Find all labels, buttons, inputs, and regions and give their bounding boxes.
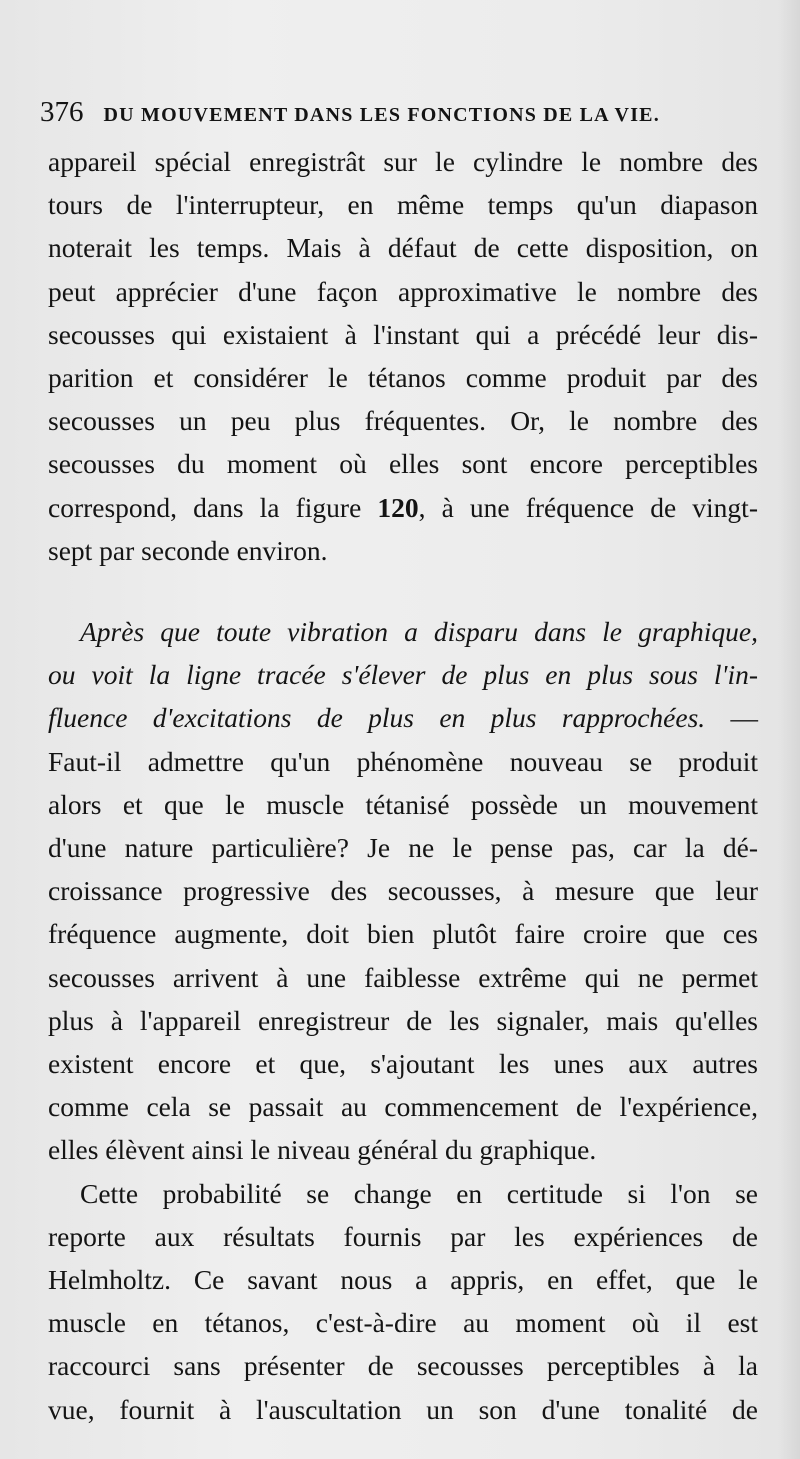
text-line: vue, fournit à l'auscultation un son d'une tonalité de bbox=[48, 1393, 758, 1425]
text-line: d'une nature particulière? Je ne le pense pas, car la dé- bbox=[48, 832, 758, 864]
italic-text-segment: fluence d'excitations de plus en plus rapprochées. bbox=[48, 702, 706, 734]
text-segment: , à une fréquence de vingt- bbox=[418, 491, 758, 523]
text-line: croissance progressive des secousses, à mesure que leur bbox=[48, 875, 758, 907]
text-line: Helmholtz. Ce savant nous a appris, en effet, que le bbox=[48, 1264, 758, 1296]
text-line: muscle en tétanos, c'est-à-dire au moment où il est bbox=[48, 1307, 758, 1339]
running-head bbox=[40, 96, 755, 132]
text-line: Faut-il admettre qu'un phénomène nouveau se produit bbox=[48, 745, 758, 777]
text-line: parition et considérer le tétanos comme produit par des bbox=[48, 362, 758, 394]
text-line: alors et que le muscle tétanisé possède un mouvement bbox=[48, 788, 758, 820]
text-line: secousses qui existaient à l'instant qui a précédé leur dis- bbox=[48, 318, 758, 350]
text-line: existent encore et que, s'ajoutant les unes aux autres bbox=[48, 1048, 758, 1080]
italic-text-line: ou voit la ligne tracée s'élever de plus en plus sous l'in- bbox=[48, 659, 758, 691]
text-line: secousses arrivent à une faiblesse extrême qui ne permet bbox=[48, 961, 758, 993]
text-line: raccourci sans présenter de secousses perceptibles à la bbox=[48, 1350, 758, 1382]
body-text bbox=[48, 140, 758, 1431]
paragraph-1 bbox=[48, 140, 758, 572]
text-line bbox=[48, 696, 758, 739]
text-line: appareil spécial enregistrât sur le cylindre le nombre des bbox=[48, 146, 758, 177]
text-segment: correspond, dans la figure bbox=[48, 491, 378, 523]
text-line: tours de l'interrupteur, en même temps qu'un diapason bbox=[48, 189, 758, 221]
italic-text-line: Après que toute vibration a disparu dans le graphique, bbox=[80, 616, 758, 648]
paragraph-gap bbox=[48, 572, 758, 610]
figure-reference: 120 bbox=[377, 491, 419, 523]
page-number: 376 bbox=[40, 96, 84, 128]
text-line: peut apprécier d'une façon approximative le nombre des bbox=[48, 275, 758, 307]
running-title: DU MOUVEMENT DANS LES FONCTIONS DE LA VIE. bbox=[103, 104, 660, 126]
paragraph-2 bbox=[48, 610, 758, 1172]
text-line: noterait les temps. Mais à défaut de cette disposition, on bbox=[48, 232, 758, 264]
text-line: elles élèvent ainsi le niveau général du graphique. bbox=[48, 1134, 597, 1166]
text-line: plus à l'appareil enregistreur de les signaler, mais qu'elles bbox=[48, 1004, 758, 1036]
em-dash: — bbox=[705, 702, 758, 734]
text-line: Cette probabilité se change en certitude si l'on se bbox=[80, 1177, 758, 1209]
text-line: fréquence augmente, doit bien plutôt faire croire que ces bbox=[48, 918, 758, 950]
text-line bbox=[48, 486, 758, 529]
paragraph-3 bbox=[48, 1172, 758, 1431]
text-line: sept par seconde environ. bbox=[48, 534, 328, 566]
text-line: secousses du moment où elles sont encore perceptibles bbox=[48, 448, 758, 480]
text-line: comme cela se passait au commencement de l'expérience, bbox=[48, 1091, 758, 1123]
text-line: reporte aux résultats fournis par les expériences de bbox=[48, 1220, 758, 1252]
text-line: secousses un peu plus fréquentes. Or, le nombre des bbox=[48, 405, 758, 437]
